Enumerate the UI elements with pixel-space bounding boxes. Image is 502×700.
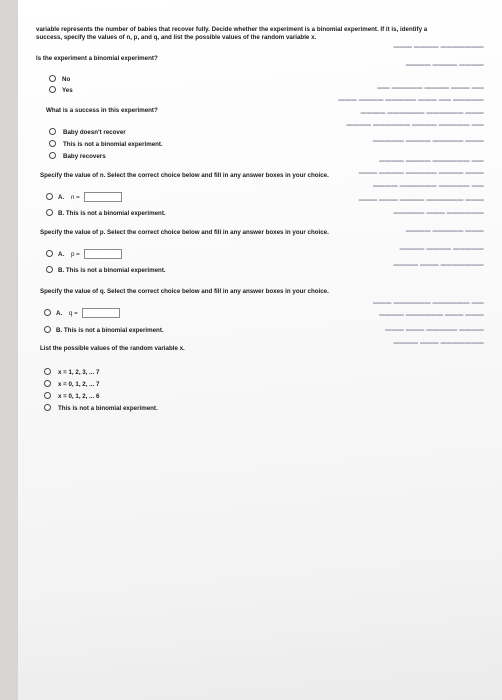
- n-answer-input[interactable]: [84, 192, 122, 202]
- radio-x-1-to-7[interactable]: [44, 368, 51, 375]
- radio-success-doesnt-recover[interactable]: [49, 128, 56, 135]
- radio-x-0-to-7[interactable]: [44, 380, 51, 387]
- radio-x-not-binomial[interactable]: [44, 404, 51, 411]
- option-no-label: No: [62, 76, 71, 83]
- q-var-label: q =: [69, 310, 78, 317]
- n-question: Specify the value of n. Select the correct choice below and fill in any answer boxes in your choice.: [40, 172, 329, 179]
- p-option-b-label: B. This is not a binomial experiment.: [58, 267, 166, 274]
- show-through-text: ▬▬▬▬ ▬▬▬▬▬▬ ▬▬▬▬▬▬ ▬▬▬: [360, 110, 484, 116]
- radio-x-0-to-6[interactable]: [44, 392, 51, 399]
- show-through-text: ▬▬▬▬▬ ▬▬▬▬ ▬▬▬▬▬ ▬▬▬: [372, 138, 484, 144]
- n-option-b-label: B. This is not a binomial experiment.: [58, 210, 166, 217]
- p-var-label: p =: [71, 251, 80, 258]
- radio-n-a[interactable]: [46, 193, 53, 200]
- q-answer-input[interactable]: [82, 308, 120, 318]
- show-through-text: ▬▬▬ ▬▬▬ ▬▬▬▬▬ ▬▬▬▬: [385, 327, 484, 333]
- radio-p-b[interactable]: [46, 266, 53, 273]
- radio-yes[interactable]: [49, 86, 56, 93]
- radio-n-b[interactable]: [46, 209, 53, 216]
- x-values-question: List the possible values of the random variable x.: [40, 345, 185, 352]
- success-question: What is a success in this experiment?: [46, 107, 158, 114]
- p-question: Specify the value of p. Select the correct choice below and fill in any answer boxes in your choice.: [40, 229, 329, 236]
- x-option-2-label: x = 0, 1, 2, ... 7: [58, 381, 100, 388]
- p-answer-input[interactable]: [84, 249, 122, 259]
- radio-q-a[interactable]: [44, 309, 51, 316]
- x-option-3-label: x = 0, 1, 2, ... 6: [58, 393, 100, 400]
- radio-success-recovers[interactable]: [49, 152, 56, 159]
- show-through-text: ▬▬▬▬ ▬▬▬▬▬▬ ▬▬▬▬ ▬▬▬▬▬ ▬▬: [346, 122, 484, 128]
- show-through-text: ▬▬▬ ▬▬▬▬ ▬▬▬▬▬▬▬: [393, 44, 484, 50]
- p-option-a-prefix: A.: [58, 251, 65, 258]
- show-through-text: ▬▬ ▬▬▬▬▬ ▬▬▬▬ ▬▬▬ ▬▬: [377, 85, 484, 91]
- show-through-text: ▬▬▬ ▬▬▬▬ ▬▬▬▬▬ ▬▬▬ ▬▬ ▬▬▬▬▬: [338, 97, 484, 103]
- show-through-text: ▬▬▬▬ ▬▬▬▬▬ ▬▬▬: [405, 228, 484, 234]
- show-through-text: ▬▬▬▬ ▬▬▬▬ ▬▬▬▬▬▬ ▬▬: [379, 158, 484, 164]
- radio-p-a[interactable]: [46, 250, 53, 257]
- option-recovers-label: Baby recovers: [63, 153, 106, 160]
- show-through-text: ▬▬▬▬ ▬▬▬ ▬▬▬▬▬▬▬: [393, 340, 484, 346]
- show-through-text: ▬▬▬ ▬▬▬▬ ▬▬▬▬▬ ▬▬▬▬ ▬▬▬: [358, 170, 484, 176]
- show-through-text: ▬▬▬ ▬▬▬▬▬▬ ▬▬▬▬▬▬ ▬▬: [372, 300, 484, 306]
- q-question: Specify the value of q. Select the correct choice below and fill in any answer boxes in your choice.: [40, 288, 329, 295]
- show-through-text: ▬▬▬▬ ▬▬▬▬ ▬▬▬▬▬: [399, 246, 484, 252]
- binomial-question: Is the experiment a binomial experiment?: [36, 55, 158, 62]
- radio-success-not-binomial[interactable]: [49, 140, 56, 147]
- intro-line-2: success, specify the values of n, p, and q, and list the possible values of the random variable x.: [36, 34, 317, 41]
- show-through-text: ▬▬▬▬ ▬▬▬▬▬▬ ▬▬▬ ▬▬▬: [379, 312, 484, 318]
- option-yes-label: Yes: [62, 87, 73, 94]
- x-option-1-label: x = 1, 2, 3, ... 7: [58, 369, 100, 376]
- radio-no[interactable]: [49, 75, 56, 82]
- show-through-text: ▬▬▬▬▬ ▬▬▬ ▬▬▬▬▬▬: [393, 210, 484, 216]
- show-through-text: ▬▬▬▬ ▬▬▬▬ ▬▬▬▬: [405, 62, 484, 68]
- option-not-binomial-label: This is not a binomial experiment.: [63, 141, 163, 148]
- show-through-text: ▬▬▬▬ ▬▬▬ ▬▬▬▬▬▬▬: [393, 262, 484, 268]
- option-doesnt-recover-label: Baby doesn't recover: [63, 129, 126, 136]
- show-through-text: ▬▬▬▬ ▬▬▬▬▬▬ ▬▬▬▬▬ ▬▬: [372, 183, 484, 189]
- q-option-b-label: B. This is not a binomial experiment.: [56, 327, 164, 334]
- q-option-a-prefix: A.: [56, 310, 63, 317]
- show-through-text: ▬▬▬ ▬▬▬ ▬▬▬▬ ▬▬▬▬▬▬ ▬▬▬: [358, 197, 484, 203]
- n-var-label: n =: [71, 194, 80, 201]
- n-option-a-prefix: A.: [58, 194, 65, 201]
- x-option-4-label: This is not a binomial experiment.: [58, 405, 158, 412]
- intro-line-1: variable represents the number of babies that recover fully. Decide whether the experiment is a binomial experiment. If it is, identify a: [36, 26, 428, 33]
- radio-q-b[interactable]: [44, 326, 51, 333]
